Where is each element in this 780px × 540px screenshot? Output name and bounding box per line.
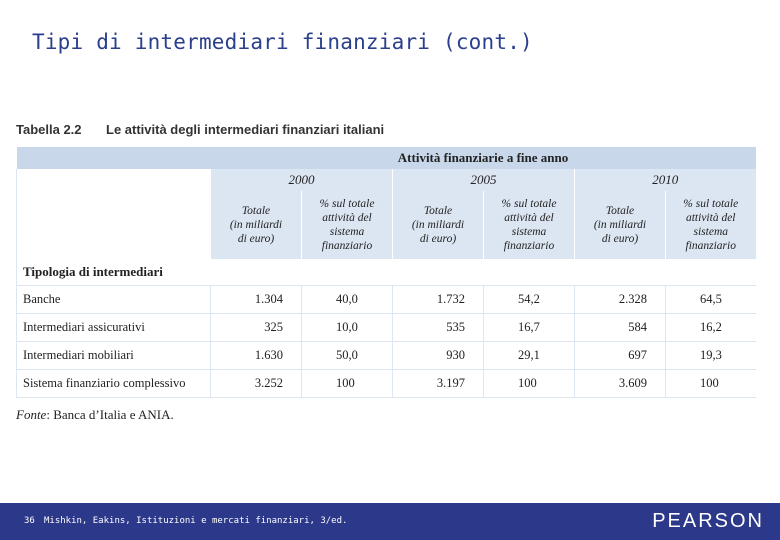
header-year-2000: 2000 (211, 169, 393, 191)
cell-total-2000: 3.252 (211, 370, 302, 398)
header-band-spacer (17, 147, 211, 169)
cell-pct-2005: 54,2 (484, 286, 575, 314)
cell-pct-2010: 64,5 (666, 286, 756, 314)
header-total-2010: Totale (in miliardi di euro) (575, 191, 666, 259)
cell-total-2005: 3.197 (393, 370, 484, 398)
pearson-logo: PEARSON (652, 510, 764, 532)
table-row (17, 314, 756, 342)
cell-total-2010: 2.328 (575, 286, 666, 314)
table-row (17, 370, 756, 398)
table-source (16, 407, 174, 423)
cell-pct-2000: 100 (302, 370, 393, 398)
header-pct-2000: % sul totale attività del sistema finanziario (302, 191, 393, 259)
slide-title: Tipi di intermediari finanziari (cont.) (32, 30, 533, 54)
table-caption (16, 122, 384, 137)
header-total-2000: Totale (in miliardi di euro) (211, 191, 302, 259)
table-row (17, 286, 756, 314)
header-sub-spacer (17, 191, 211, 259)
cell-total-2000: 1.630 (211, 342, 302, 370)
cell-pct-2000: 10,0 (302, 314, 393, 342)
cell-total-2000: 325 (211, 314, 302, 342)
header-year-spacer (17, 169, 211, 191)
header-pct-2010: % sul totale attività del sistema finanziario (666, 191, 756, 259)
cell-total-2005: 930 (393, 342, 484, 370)
table-row (17, 342, 756, 370)
cell-pct-2005: 16,7 (484, 314, 575, 342)
cell-pct-2000: 40,0 (302, 286, 393, 314)
row-label: Intermediari mobiliari (17, 342, 211, 370)
header-year-2005: 2005 (393, 169, 575, 191)
cell-total-2000: 1.304 (211, 286, 302, 314)
footer-citation: Mishkin, Eakins, Istituzioni e mercati finanziari, 3/ed. (44, 516, 348, 526)
cell-total-2005: 1.732 (393, 286, 484, 314)
cell-pct-2000: 50,0 (302, 342, 393, 370)
cell-pct-2005: 29,1 (484, 342, 575, 370)
source-label: Fonte (16, 407, 47, 422)
cell-total-2010: 584 (575, 314, 666, 342)
header-total-2005: Totale (in miliardi di euro) (393, 191, 484, 259)
cell-total-2010: 3.609 (575, 370, 666, 398)
section-heading: Tipologia di intermediari (17, 259, 756, 286)
table-number: Tabella 2.2 (16, 122, 82, 137)
page-number: 36 (24, 516, 35, 526)
cell-total-2010: 697 (575, 342, 666, 370)
header-band: Attività finanziarie a fine anno (211, 147, 756, 169)
row-label: Banche (17, 286, 211, 314)
header-year-2010: 2010 (575, 169, 756, 191)
cell-total-2005: 535 (393, 314, 484, 342)
cell-pct-2005: 100 (484, 370, 575, 398)
source-text: : Banca d’Italia e ANIA. (46, 407, 174, 422)
cell-pct-2010: 16,2 (666, 314, 756, 342)
header-pct-2005: % sul totale attività del sistema finanziario (484, 191, 575, 259)
footer-bar (0, 503, 780, 540)
table-caption-text: Le attività degli intermediari finanziari italiani (106, 122, 385, 137)
row-label: Sistema finanziario complessivo (17, 370, 211, 398)
cell-pct-2010: 19,3 (666, 342, 756, 370)
cell-pct-2010: 100 (666, 370, 756, 398)
row-label: Intermediari assicurativi (17, 314, 211, 342)
data-table (16, 147, 756, 398)
